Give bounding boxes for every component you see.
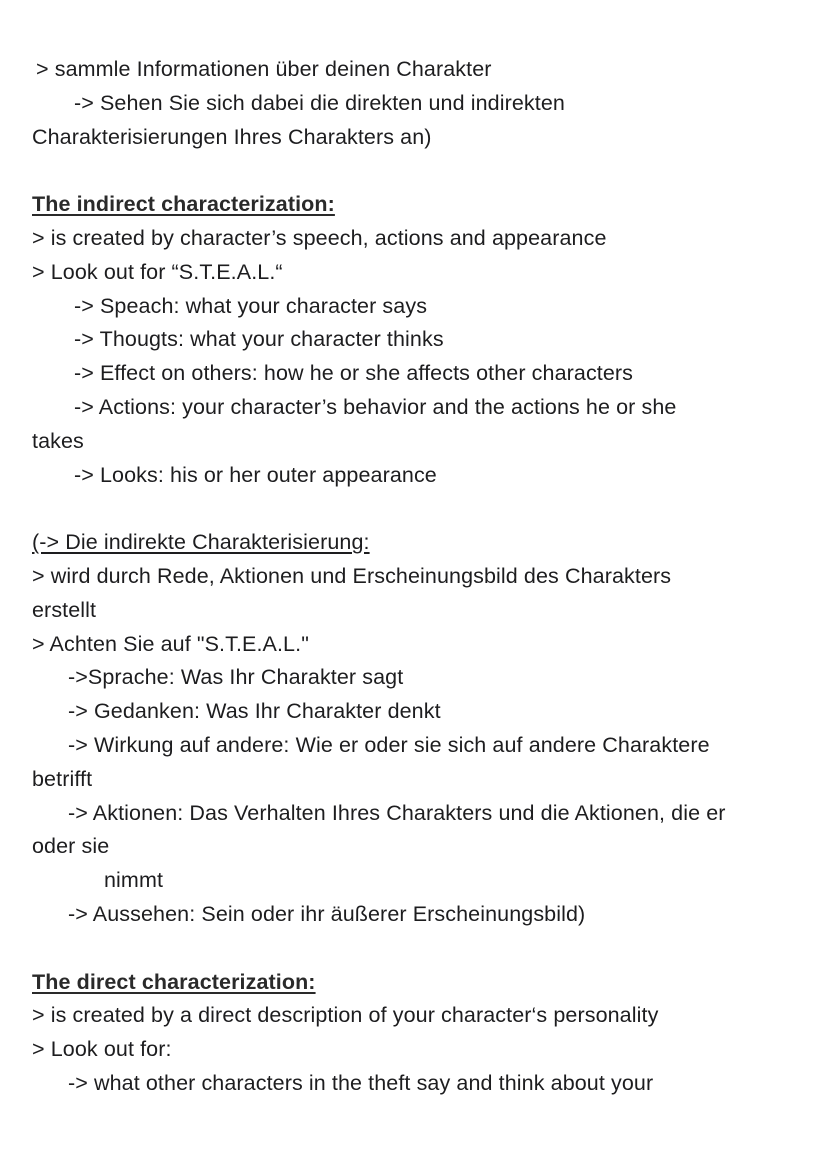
indirect-en-heading: The indirect characterization: [32,192,335,217]
direct-en-heading: The direct characterization: [32,969,316,994]
indirect-de-line-3: > Achten Sie auf "S.T.E.A.L." [32,631,309,656]
direct-en-line-2: > Look out for: [32,1037,172,1062]
steal-item-actions-cont: takes [32,428,84,453]
spacer [0,154,828,188]
steal-de-item-aktionen: -> Aktionen: Das Verhalten Ihres Charakters und die Aktionen, die er [68,800,726,825]
steal-item-speech: -> Speach: what your character says [74,293,428,318]
indirect-de-heading-row [0,526,828,560]
steal-de-item-wirkung-cont: betrifft [32,766,93,791]
steal-item-effect: -> Effect on others: how he or she affects other characters [74,361,634,386]
steal-de-item-wirkung: -> Wirkung auf andere: Wie er oder sie sich auf andere Charaktere [68,732,710,757]
direct-en-line-3: -> what other characters in the theft say and think about your [68,1070,654,1095]
direct-en-line-1: > is created by a direct description of your character‘s personality [32,1003,659,1028]
steal-item-looks: -> Looks: his or her outer appearance [74,462,437,487]
intro-line-3: Charakterisierungen Ihres Charakters an) [32,124,432,149]
steal-de-item-sprache: ->Sprache: Was Ihr Charakter sagt [68,665,404,690]
spacer [0,932,828,966]
indirect-en-line-1: > is created by character’s speech, actions and appearance [32,225,607,250]
direct-en-heading-row [0,966,828,1000]
indirect-en-line-2: > Look out for “S.T.E.A.L.“ [32,259,283,284]
document-page [0,53,828,1101]
steal-de-item-aktionen-cont: oder sie [32,834,110,859]
steal-item-thoughts: -> Thougts: what your character thinks [74,327,444,352]
steal-de-item-aussehen: -> Aussehen: Sein oder ihr äußerer Erscheinungsbild) [68,901,586,926]
steal-de-item-gedanken: -> Gedanken: Was Ihr Charakter denkt [68,699,441,724]
intro-line-1: > sammle Informationen über deinen Charakter [36,57,492,81]
indirect-en-heading-row [0,188,828,222]
indirect-de-heading: (-> Die indirekte Charakterisierung: [32,530,370,555]
indirect-de-line-1: > wird durch Rede, Aktionen und Erscheinungsbild des Charakters [32,563,672,588]
indirect-de-line-2: erstellt [32,597,97,622]
steal-de-item-aktionen-cont-2: nimmt [104,868,164,893]
steal-item-actions: -> Actions: your character’s behavior and the actions he or she [74,394,677,419]
intro-line-2: -> Sehen Sie sich dabei die direkten und indirekten [74,90,565,115]
spacer [0,492,828,526]
